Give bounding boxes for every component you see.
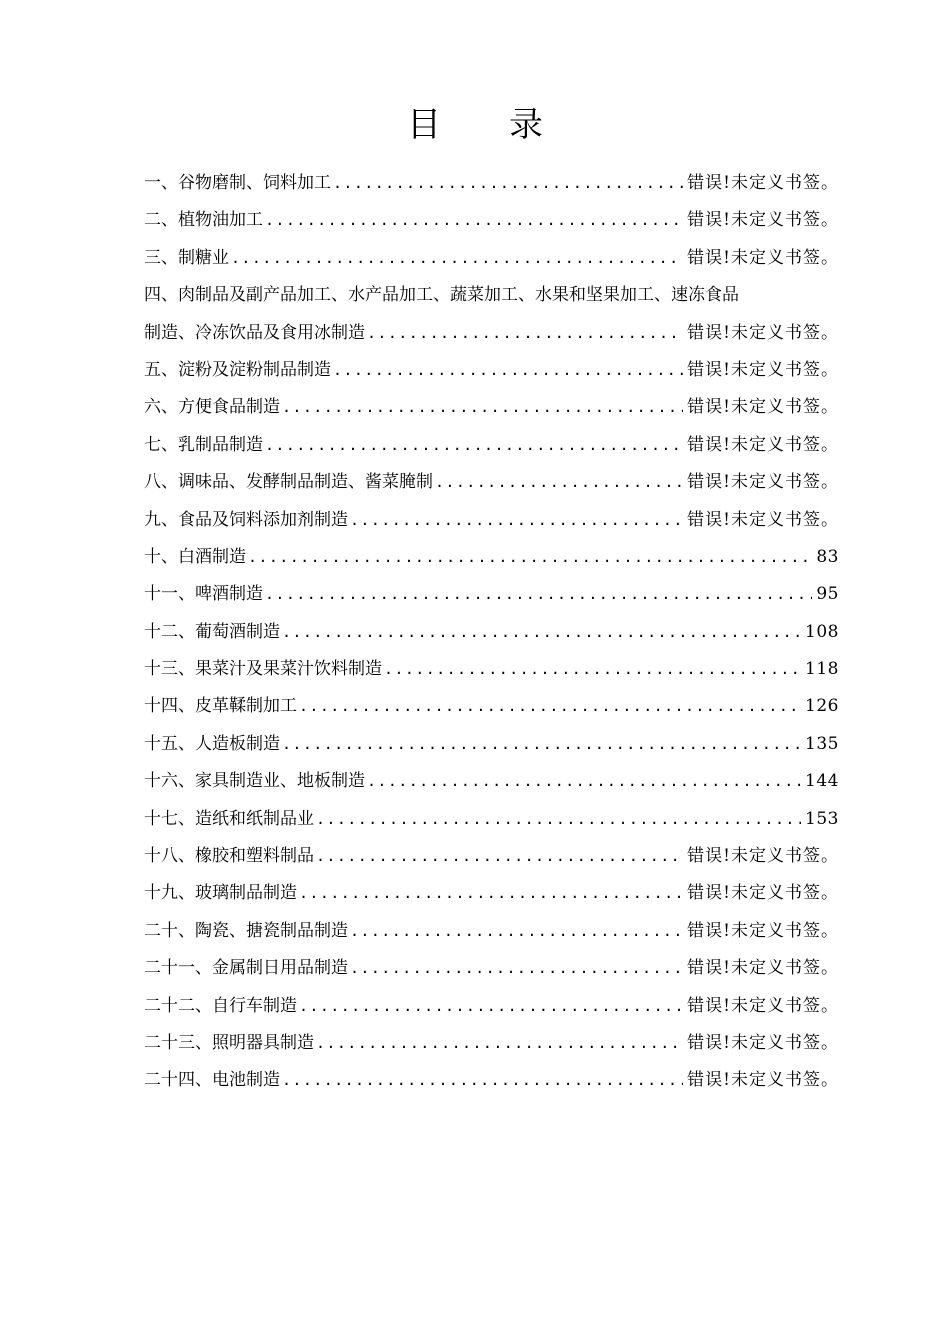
toc-entry-page: 错误!未定义书签。	[687, 995, 839, 1016]
toc-entry-text: 十六、家具制造业、地板制造	[144, 771, 365, 792]
toc-entry-text: 十九、玻璃制品制造	[144, 883, 297, 904]
toc-entry[interactable]	[144, 838, 839, 875]
toc-entry-page: 错误!未定义书签。	[687, 509, 839, 530]
toc-entry-page: 错误!未定义书签。	[687, 1032, 839, 1053]
toc-entry[interactable]	[144, 614, 839, 651]
toc-leader-dots	[316, 838, 683, 875]
toc-leader-dots	[265, 427, 683, 464]
toc-entry-page: 错误!未定义书签。	[687, 247, 839, 268]
toc-entry-page: 95	[816, 584, 839, 605]
toc-entry-text: 四、肉制品及副产品加工、水产品加工、蔬菜加工、水果和坚果加工、速冻食品	[144, 285, 739, 306]
toc-leader-dots	[350, 502, 683, 539]
toc-leader-dots	[299, 988, 683, 1025]
toc-entry-page: 118	[805, 659, 839, 680]
toc-entry-text: 三、制糖业	[144, 247, 229, 268]
toc-leader-dots	[282, 614, 801, 651]
toc-entry-page: 错误!未定义书签。	[687, 210, 839, 231]
toc-leader-dots	[282, 389, 683, 426]
toc-entry-text: 一、谷物磨制、饲料加工	[144, 173, 331, 193]
toc-entry[interactable]	[144, 464, 839, 501]
toc-entry[interactable]	[144, 539, 839, 576]
toc-entry[interactable]	[144, 875, 839, 912]
toc-leader-dots	[333, 165, 683, 202]
toc-entry-page: 135	[805, 733, 839, 754]
toc-entry-text: 九、食品及饲料添加剂制造	[144, 509, 348, 530]
toc-entry-page: 错误!未定义书签。	[687, 846, 839, 867]
toc-entry-text: 十七、造纸和纸制品业	[144, 808, 314, 829]
toc-leader-dots	[316, 801, 801, 838]
toc-entry-text: 五、淀粉及淀粉制品制造	[144, 359, 331, 380]
toc-leader-dots	[367, 763, 801, 800]
toc-entry-page: 错误!未定义书签。	[687, 1070, 839, 1091]
toc-entry[interactable]	[144, 1062, 839, 1099]
toc-entry-page: 144	[805, 771, 839, 792]
toc-entry[interactable]	[144, 950, 839, 987]
toc-entry-page: 错误!未定义书签。	[687, 958, 839, 979]
toc-entry-page: 错误!未定义书签。	[687, 397, 839, 418]
toc-entry-page: 错误!未定义书签。	[687, 173, 839, 193]
toc-title: 目 录	[407, 105, 543, 145]
toc-entry-page: 错误!未定义书签。	[687, 920, 839, 941]
toc-leader-dots	[265, 202, 683, 239]
toc-entry[interactable]	[144, 165, 839, 202]
toc-entry-text: 十八、橡胶和塑料制品	[144, 846, 314, 867]
toc-entry-text: 八、调味品、发酵制品制造、酱菜腌制	[144, 472, 433, 493]
toc-entry[interactable]	[144, 240, 839, 277]
toc-entry-page: 错误!未定义书签。	[687, 434, 839, 455]
toc-leader-dots	[299, 688, 801, 725]
toc-leader-dots	[384, 651, 801, 688]
toc-leader-dots	[231, 240, 683, 277]
toc-entry[interactable]	[144, 502, 839, 539]
toc-entry-text: 二十四、电池制造	[144, 1070, 280, 1091]
toc-leader-dots	[435, 464, 683, 501]
toc-entry-text: 十四、皮革鞣制加工	[144, 696, 297, 717]
toc-entry-text: 十、白酒制造	[144, 546, 246, 567]
toc-leader-dots	[282, 1062, 683, 1099]
toc-entry-page: 错误!未定义书签。	[687, 472, 839, 493]
toc-leader-dots	[282, 726, 801, 763]
toc-entry[interactable]	[144, 988, 839, 1025]
toc-leader-dots	[299, 875, 683, 912]
toc-entry-line2	[144, 315, 839, 352]
toc-leader-dots	[316, 1025, 683, 1062]
toc-entry-page: 83	[816, 546, 839, 567]
toc-entry[interactable]	[144, 763, 839, 800]
toc-entry-text: 十五、人造板制造	[144, 733, 280, 754]
toc-entry-page: 126	[805, 696, 839, 717]
toc-entry-text: 二、植物油加工	[144, 210, 263, 231]
toc-entry[interactable]	[144, 913, 839, 950]
toc-leader-dots	[265, 576, 812, 613]
toc-entry[interactable]	[144, 389, 839, 426]
toc-entry[interactable]	[144, 352, 839, 389]
toc-entry-text: 十二、葡萄酒制造	[144, 621, 280, 642]
toc-entry-page: 错误!未定义书签。	[687, 322, 839, 343]
toc-entry-text: 六、方便食品制造	[144, 397, 280, 418]
toc-entry[interactable]	[144, 277, 839, 352]
toc-entry-page: 错误!未定义书签。	[687, 883, 839, 904]
toc-entry[interactable]	[144, 651, 839, 688]
toc-entry-text: 二十、陶瓷、搪瓷制品制造	[144, 920, 348, 941]
toc-entry-page: 153	[805, 808, 839, 829]
toc-entry[interactable]	[144, 726, 839, 763]
toc-leader-dots	[350, 913, 683, 950]
toc-entry[interactable]	[144, 688, 839, 725]
toc-entry[interactable]	[144, 801, 839, 838]
toc-entry-text: 十一、啤酒制造	[144, 584, 263, 605]
toc-entry[interactable]	[144, 1025, 839, 1062]
toc-entry[interactable]	[144, 427, 839, 464]
toc-entry-page: 108	[805, 621, 839, 642]
toc-leader-dots	[350, 950, 683, 987]
toc-entry-text: 二十一、金属制日用品制造	[144, 958, 348, 979]
toc-entry-text: 七、乳制品制造	[144, 434, 263, 455]
toc-entry[interactable]	[144, 202, 839, 239]
toc-entry-text: 二十二、自行车制造	[144, 995, 297, 1016]
toc-list	[144, 165, 839, 1100]
toc-leader-dots	[367, 315, 683, 352]
toc-entry-page: 错误!未定义书签。	[687, 359, 839, 380]
toc-entry-text: 二十三、照明器具制造	[144, 1032, 314, 1053]
toc-leader-dots	[248, 539, 812, 576]
toc-leader-dots	[333, 352, 683, 389]
toc-entry-text: 十三、果菜汁及果菜汁饮料制造	[144, 659, 382, 680]
toc-entry-text-continued: 制造、冷冻饮品及食用冰制造	[144, 322, 365, 343]
toc-entry[interactable]	[144, 576, 839, 613]
